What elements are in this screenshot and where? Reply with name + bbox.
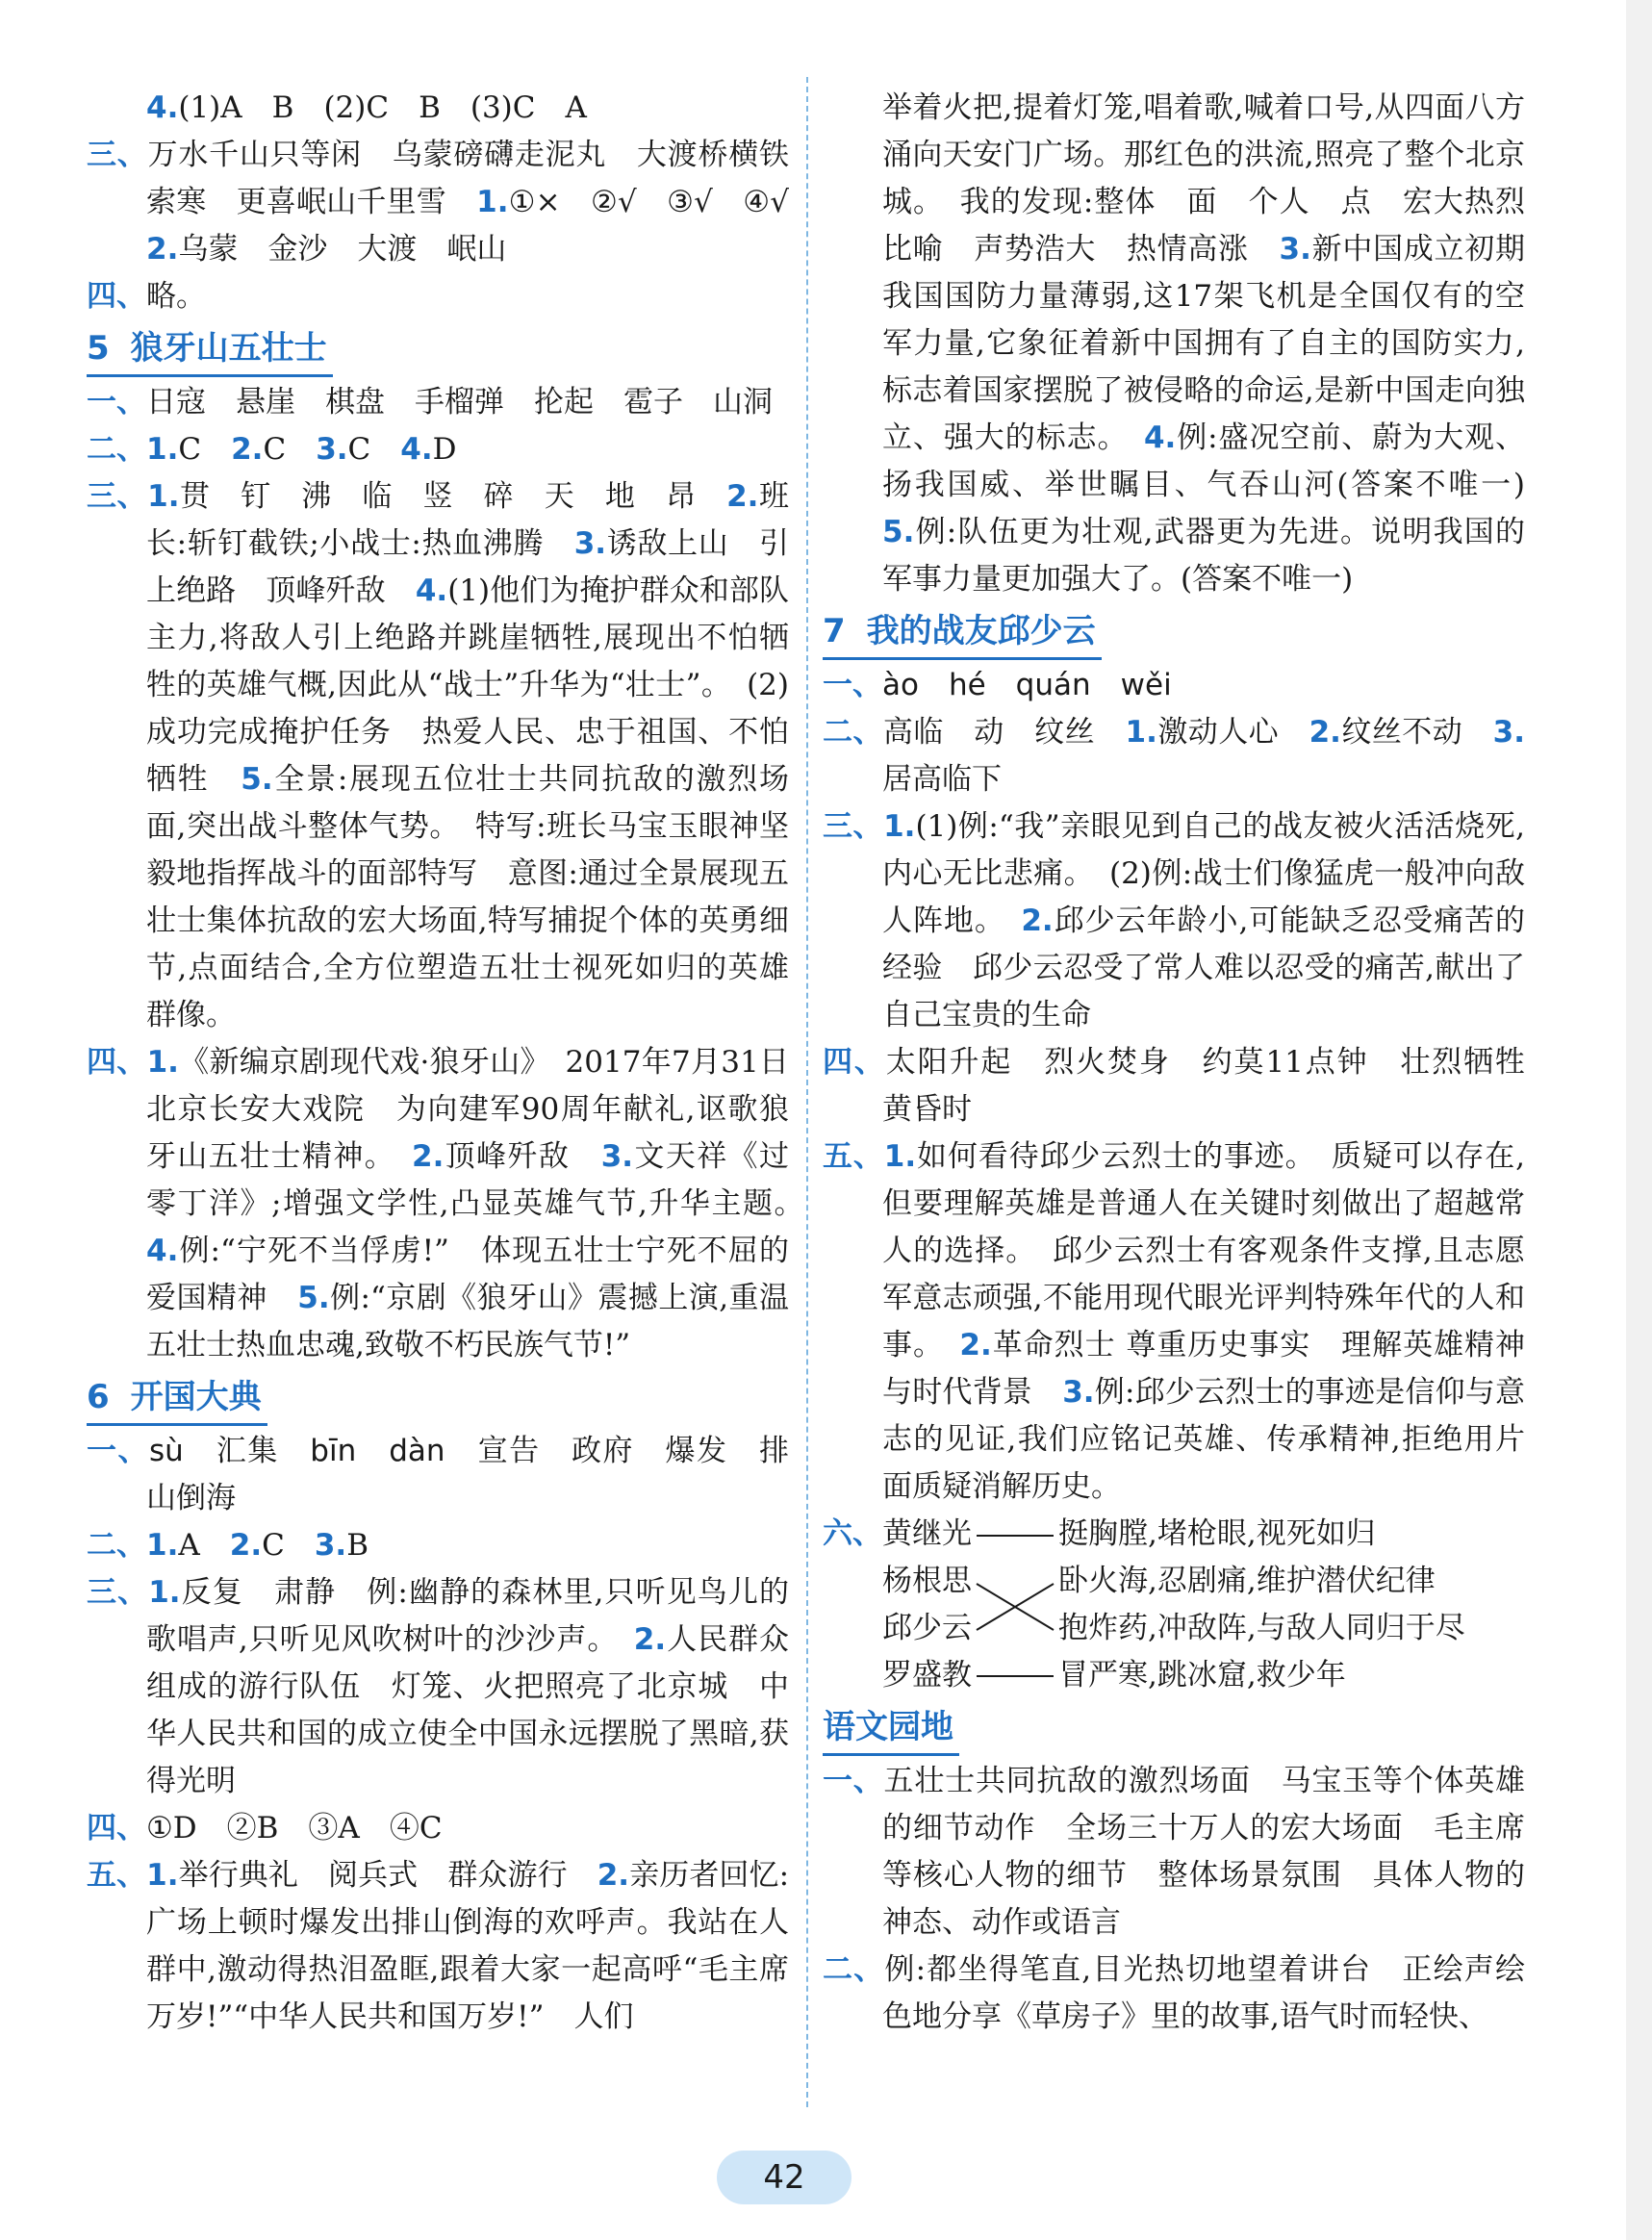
match-desc: 抱炸药,冲敌阵,与敌人同归于尽 bbox=[1058, 1611, 1465, 1645]
answer-paragraph: 四、①D ②B ③A ④C bbox=[87, 1811, 443, 1845]
answer-paragraph: 一、日寇 悬崖 棋盘 手榴弹 抡起 雹子 山洞 bbox=[87, 385, 773, 420]
match-name: 杨根思 bbox=[882, 1564, 972, 1598]
answer-paragraph: 三、万水千山只等闲 乌蒙磅礴走泥丸 大渡桥横铁索寒 更喜岷山千里雪 1.①× ②√ ③√ ④√ 2.乌蒙 金沙 大渡 岷山 bbox=[87, 138, 820, 267]
answer-paragraph: 四、太阳升起 烈火焚身 约莫11点钟 壮烈牺牲 黄昏时 bbox=[823, 1045, 1556, 1127]
answer-paragraph: 一、sù 汇集 bīn dàn 宣告 政府 爆发 排山倒海 bbox=[87, 1434, 790, 1515]
answer-paragraph: 三、1.(1)例:“我”亲眼见到自己的战友被火活活烧死,内心无比悲痛。 (2)例:战士们像猛虎一般冲向敌人阵地。 2.邱少云年龄小,可能缺乏忍受痛苦的经验 邱少云忍受了常人难以忍受的痛苦,献出了自己宝贵的生命 bbox=[823, 809, 1526, 1032]
right-column-bottom bbox=[823, 1699, 1525, 2041]
answer-paragraph: 一、五壮士共同抗敌的激烈场面 马宝玉等个体英雄的细节动作 全场三十万人的宏大场面 毛主席等核心人物的细节 整体场景氛围 具体人物的神态、动作或语言 bbox=[823, 1764, 1525, 1940]
answer-paragraph: 4.(1)A B (2)C B (3)C A bbox=[146, 90, 587, 125]
answer-paragraph: 四、略。 bbox=[87, 279, 206, 314]
lesson-heading: 语文园地 bbox=[823, 1701, 959, 1756]
right-column bbox=[823, 85, 1556, 2041]
lesson-heading: 7 我的战友邱少云 bbox=[823, 605, 1102, 660]
answer-paragraph: 一、ào hé quán wěi bbox=[823, 668, 1172, 702]
left-column bbox=[87, 85, 820, 2041]
lesson-heading: 5 狼牙山五壮士 bbox=[87, 322, 333, 377]
match-desc: 挺胸膛,堵枪眼,视死如归 bbox=[1058, 1516, 1376, 1551]
match-desc: 卧火海,忍剧痛,维护潜伏纪律 bbox=[1058, 1564, 1436, 1598]
page-edge bbox=[1626, 0, 1652, 2240]
match-desc: 冒严寒,跳冰窟,救少年 bbox=[1058, 1658, 1346, 1693]
answer-paragraph: 三、1.反复 肃静 例:幽静的森林里,只听见鸟儿的歌唱声,只听见风吹树叶的沙沙声。 2.人民群众组成的游行队伍 灯笼、火把照亮了北京城 中华人民共和国的成立使全中国永远摆脱了黑暗,获得光明 bbox=[87, 1575, 790, 1798]
answer-paragraph: 二、高临 动 纹丝 1.激动人心 2.纹丝不动 3.居高临下 bbox=[823, 715, 1526, 797]
answer-paragraph: 二、例:都坐得笔直,目光热切地望着讲台 正绘声绘色地分享《草房子》里的故事,语气时而轻快、 bbox=[823, 1952, 1526, 2034]
answer-paragraph: 五、1.举行典礼 阅兵式 群众游行 2.亲历者回忆:广场上顿时爆发出排山倒海的欢呼声。我站在人群中,激动得热泪盈眶,跟着大家一起高呼“毛主席万岁!”“中华人民共和国万岁!” 人们 bbox=[87, 1858, 790, 2034]
answer-paragraph: 举着火把,提着灯笼,唱着歌,喊着口号,从四面八方涌向天安门广场。那红色的洪流,照亮了整个北京城。 我的发现:整体 面 个人 点 宏大热烈 比喻 声势浩大 热情高涨 3.新中国成立初期我国国防力量薄弱,这17架飞机是全国仅有的空军力量,它象征着新中国拥有了自主的国防实力,标志着国家摆脱了被侵略的命运,是新中国走向独立、强大的标志。 4.例:盛况空前、蔚为大观、扬我国威、举世瞩目、气吞山河(答案不唯一) 5.例:队伍更为壮观,武器更为先进。说明我国的军事力量更加强大了。(答案不唯一) bbox=[882, 90, 1555, 597]
matching-exercise bbox=[823, 1511, 1525, 1699]
answer-paragraph: 四、1.《新编京剧现代戏·狼牙山》 2017年7月31日 北京长安大戏院 为向建军90周年献礼,讴歌狼牙山五壮士精神。 2.顶峰歼敌 3.文天祥《过零丁洋》;增强文学性,凸显英雄气节,升华主题。 4.例:“宁死不当俘虏!” 体现五壮士宁死不屈的爱国精神 5.例:“京剧《狼牙山》震撼上演,重温五壮士热血忠魂,致敬不朽民族气节!” bbox=[87, 1045, 820, 1362]
answer-paragraph: 三、1.贯 钉 沸 临 竖 碎 天 地 昂 2.班长:斩钉截铁;小战士:热血沸腾 3.诱敌上山 引上绝路 顶峰歼敌 4.(1)他们为掩护群众和部队主力,将敌人引上绝路并跳崖牺牲,展现出不怕牺牲的英雄气概,因此从“战士”升华为“壮士”。 (2)成功完成掩护任务 热爱人民、忠于祖国、不怕牺牲 5.全景:展现五位壮士共同抗敌的激烈场面,突出战斗整体气势。 特写:班长马宝玉眼神坚毅地指挥战斗的面部特写 意图:通过全景展现五壮士集体抗敌的宏大场面,特写捕捉个体的英勇细节,点面结合,全方位塑造五壮士视死如归的英雄群像。 bbox=[87, 479, 790, 1032]
match-name: 罗盛教 bbox=[882, 1658, 972, 1693]
answer-paragraph: 五、1.如何看待邱少云烈士的事迹。 质疑可以存在,但要理解英雄是普通人在关键时刻做出了超越常人的选择。 邱少云烈士有客观条件支撑,且志愿军意志顽强,不能用现代眼光评判特殊年代的人和事。 2.革命烈士 尊重历史事实 理解英雄精神与时代背景 3.例:邱少云烈士的事迹是信仰与意志的见证,我们应铭记英雄、传承精神,拒绝用片面质疑消解历史。 bbox=[823, 1139, 1526, 1504]
answer-paragraph: 二、1.A 2.C 3.B bbox=[87, 1528, 369, 1563]
right-column-top bbox=[823, 85, 1556, 1511]
column-divider bbox=[806, 77, 808, 2107]
match-name: 黄继光 bbox=[882, 1516, 972, 1551]
answer-paragraph: 二、1.C 2.C 3.C 4.D bbox=[87, 432, 457, 467]
page-number: 42 bbox=[717, 2151, 851, 2204]
match-name: 邱少云 bbox=[882, 1611, 972, 1645]
lesson-heading: 6 开国大典 bbox=[87, 1371, 267, 1426]
section-marker: 六、 bbox=[823, 1516, 882, 1551]
